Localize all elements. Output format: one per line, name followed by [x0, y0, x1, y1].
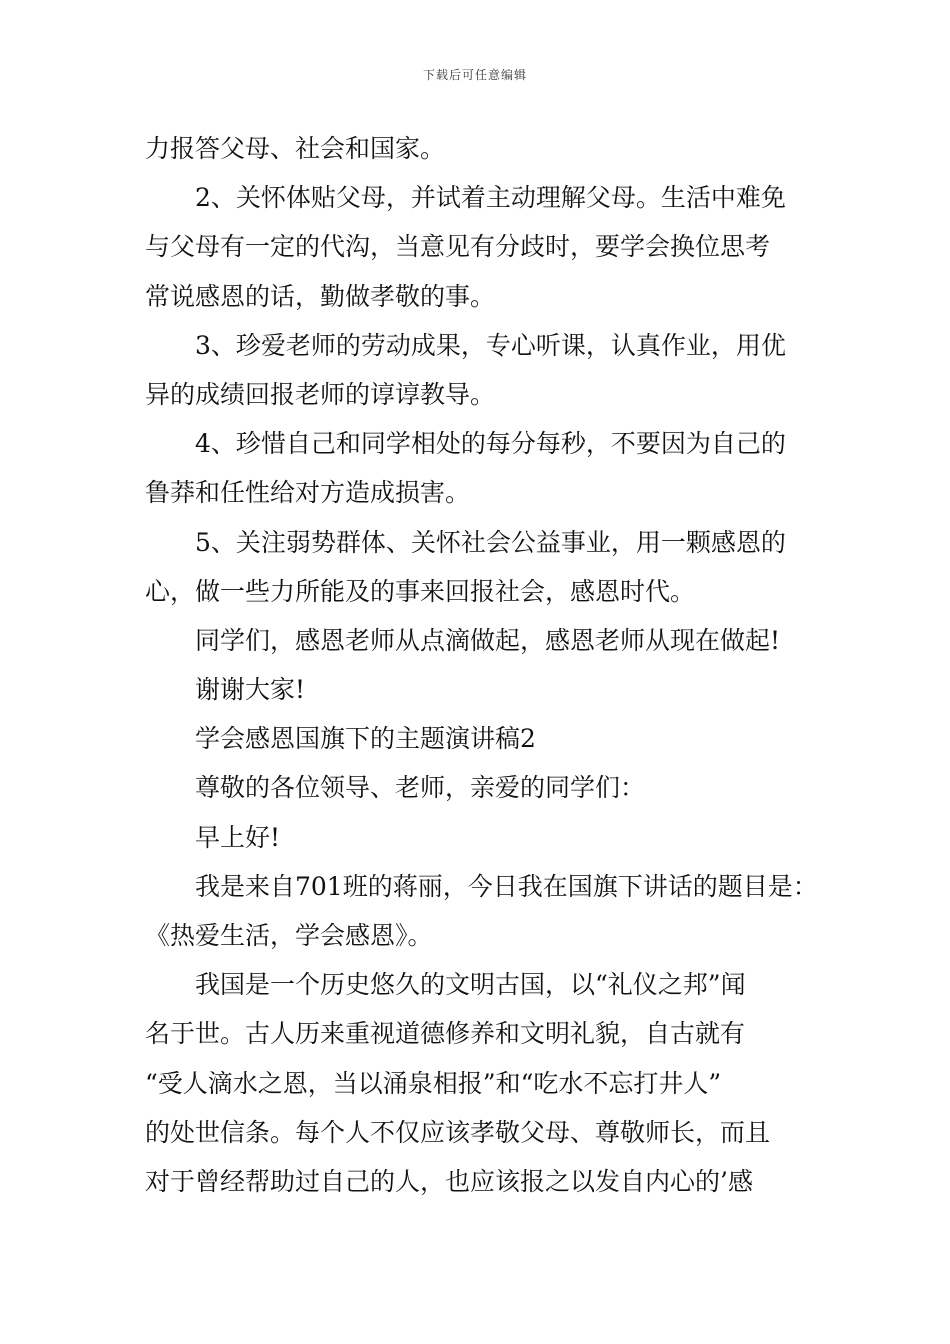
text-line: 名于世。古人历来重视道德修养和文明礼貌，自古就有 — [145, 1019, 746, 1049]
text-line: 我是来自701班的蒋丽，今日我在国旗下讲话的题目是： — [195, 871, 818, 901]
text-line: 学会感恩国旗下的主题演讲稿2 — [195, 724, 536, 754]
text-line: 4、珍惜自己和同学相处的每分每秒，不要因为自己的 — [195, 429, 786, 459]
text-line: 我国是一个历史悠久的文明古国，以“礼仪之邦”闻 — [195, 970, 746, 1000]
text-line: 尊敬的各位领导、老师，亲爱的同学们： — [195, 773, 646, 803]
text-line: 的处世信条。每个人不仅应该孝敬父母、尊敬师长，而且 — [145, 1117, 771, 1147]
text-line: 常说感恩的话，勤做孝敬的事。 — [145, 281, 496, 311]
text-line: 异的成绩回报老师的谆谆教导。 — [145, 379, 496, 409]
page-header: 下载后可任意编辑 — [422, 68, 527, 82]
text-line: 与父母有一定的代沟，当意见有分歧时，要学会换位思考 — [145, 232, 771, 262]
text-line: 3、珍爱老师的劳动成果，专心听课，认真作业，用优 — [195, 330, 786, 360]
text-line: 对于曾经帮助过自己的人，也应该报之以发自内心的’感 — [145, 1166, 753, 1196]
text-line: 鲁莽和任性给对方造成损害。 — [145, 478, 471, 508]
text-line: 5、关注弱势群体、关怀社会公益事业，用一颗感恩的 — [195, 527, 786, 557]
text-line: 2、关怀体贴父母，并试着主动理解父母。生活中难免 — [195, 183, 786, 213]
document-body — [145, 124, 818, 1206]
text-line: 谢谢大家! — [195, 675, 306, 705]
text-line: 《热爱生活，学会感恩》。 — [145, 921, 433, 950]
text-line: “受人滴水之恩，当以涌泉相报”和“吃水不忘打井人” — [145, 1068, 722, 1098]
text-line: 力报答父母、社会和国家。 — [145, 134, 446, 163]
text-line: 同学们，感恩老师从点滴做起，感恩老师从现在做起! — [195, 625, 781, 655]
text-line: 早上好! — [195, 822, 281, 852]
text-line: 心，做一些力所能及的事来回报社会，感恩时代。 — [145, 576, 696, 606]
